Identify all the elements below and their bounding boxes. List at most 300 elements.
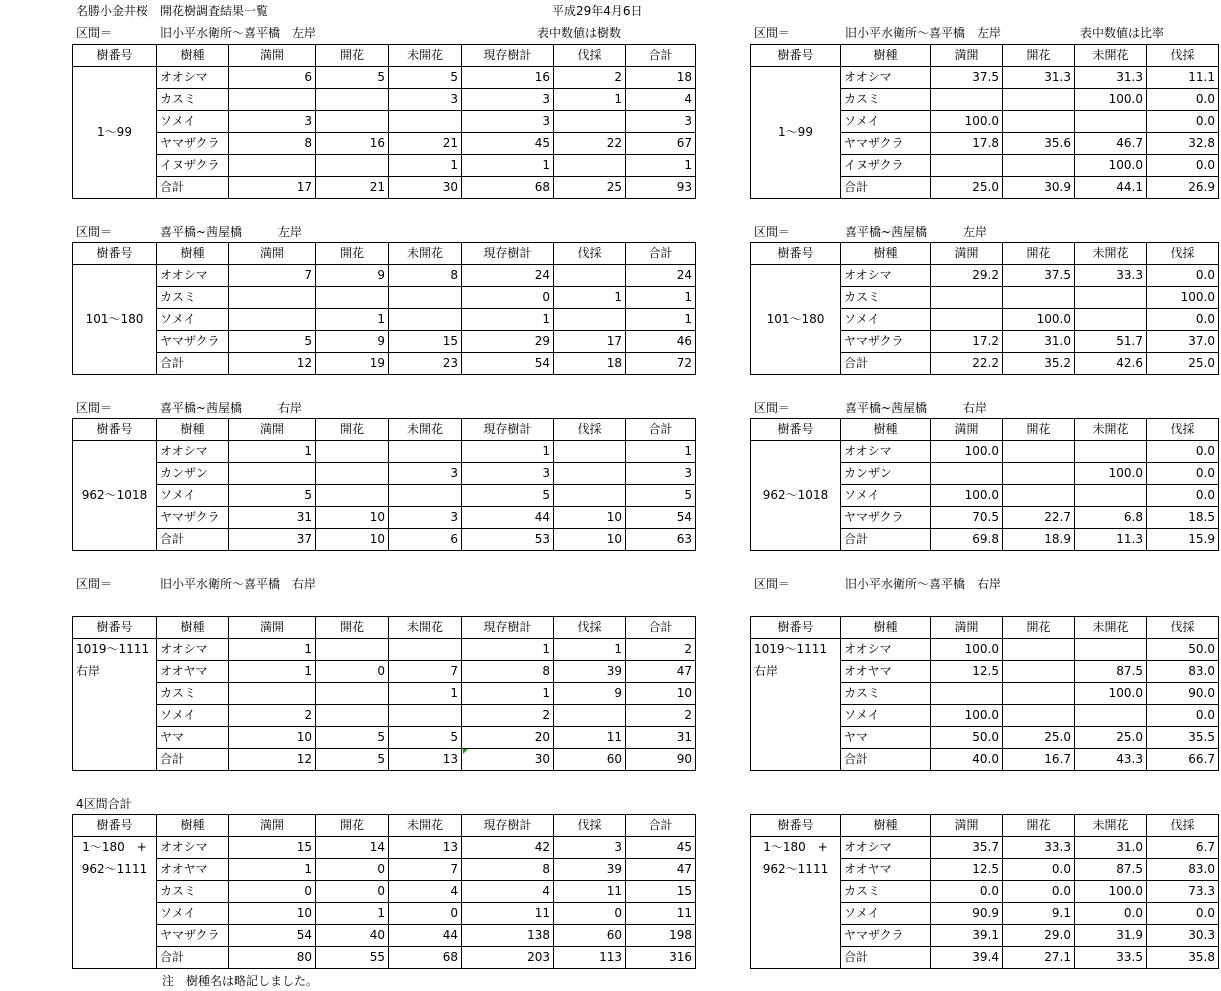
value-cell <box>389 705 462 727</box>
value-cell <box>1003 441 1075 463</box>
value-cell: 37.5 <box>931 67 1003 89</box>
species-cell: ヤマザクラ <box>841 925 931 947</box>
section-name: 旧小平水衛所～喜平橋 右岸 <box>845 577 1002 591</box>
value-cell: 18.9 <box>1003 529 1075 551</box>
value-cell: 40.0 <box>931 749 1003 771</box>
column-header: 満開 <box>931 815 1003 837</box>
value-cell: 83.0 <box>1147 859 1219 881</box>
value-cell: 5 <box>229 485 316 507</box>
table-row <box>73 265 696 287</box>
value-cell <box>1075 287 1147 309</box>
value-cell: 3 <box>389 89 462 111</box>
species-cell: オオヤマ <box>157 859 229 881</box>
column-header: 樹種 <box>157 419 229 441</box>
value-cell <box>1075 309 1147 331</box>
value-cell: 24 <box>462 265 554 287</box>
value-cell: 37.0 <box>1147 331 1219 353</box>
value-cell: 68 <box>389 947 462 969</box>
value-cell: 0.0 <box>1147 309 1219 331</box>
tree-number-cell: 962～1111 <box>73 859 157 881</box>
column-header: 伐採 <box>1147 815 1219 837</box>
value-cell: 10 <box>316 507 389 529</box>
value-cell: 31 <box>229 507 316 529</box>
species-cell: ヤマザクラ <box>157 507 229 529</box>
value-cell: 113 <box>554 947 626 969</box>
value-cell: 316 <box>626 947 696 969</box>
species-cell: カスミ <box>157 881 229 903</box>
value-cell <box>554 265 626 287</box>
value-cell: 67 <box>626 133 696 155</box>
species-cell: カスミ <box>157 89 229 111</box>
value-cell: 17 <box>229 177 316 199</box>
column-header: 樹種 <box>157 45 229 67</box>
column-header: 開花 <box>316 815 389 837</box>
table-row <box>73 133 696 155</box>
species-cell: 合計 <box>157 529 229 551</box>
value-cell <box>1003 463 1075 485</box>
table-row <box>73 353 696 375</box>
column-header: 伐採 <box>1147 243 1219 265</box>
header-row <box>751 815 1219 837</box>
value-cell: 72 <box>626 353 696 375</box>
value-cell <box>1075 639 1147 661</box>
tree-number-cell <box>73 881 157 903</box>
value-cell: 5 <box>462 485 554 507</box>
value-cell: 9 <box>316 331 389 353</box>
table-row <box>751 903 1219 925</box>
value-cell: 40 <box>316 925 389 947</box>
header-row <box>73 617 696 639</box>
value-cell: 66.7 <box>1147 749 1219 771</box>
value-cell <box>1003 89 1075 111</box>
value-cell: 5 <box>316 749 389 771</box>
value-cell: 7 <box>229 265 316 287</box>
value-cell: 1 <box>229 859 316 881</box>
tree-number-cell: 1～99 <box>73 67 157 199</box>
column-header: 樹番号 <box>751 815 841 837</box>
species-cell: ソメイ <box>841 111 931 133</box>
value-cell <box>931 463 1003 485</box>
table-row <box>73 661 696 683</box>
tree-number-cell <box>751 727 841 749</box>
column-header: 満開 <box>229 419 316 441</box>
value-cell: 20 <box>462 727 554 749</box>
value-cell: 17 <box>554 331 626 353</box>
value-cell <box>229 683 316 705</box>
value-cell: 10 <box>554 507 626 529</box>
section-name: 喜平橋~茜屋橋 右岸 <box>845 401 988 415</box>
tree-number-cell <box>73 925 157 947</box>
count-table <box>72 814 696 969</box>
value-cell: 3 <box>389 507 462 529</box>
table-row <box>751 683 1219 705</box>
value-cell: 39 <box>554 661 626 683</box>
table-row <box>751 661 1219 683</box>
value-cell: 8 <box>229 133 316 155</box>
value-cell: 69.8 <box>931 529 1003 551</box>
species-cell: ヤマザクラ <box>157 925 229 947</box>
species-cell: 合計 <box>157 353 229 375</box>
table-row <box>73 859 696 881</box>
count-table <box>72 44 696 199</box>
column-header: 開花 <box>1003 617 1075 639</box>
value-cell: 8 <box>462 859 554 881</box>
value-cell: 3 <box>554 837 626 859</box>
value-cell: 11.3 <box>1075 529 1147 551</box>
value-cell <box>316 705 389 727</box>
tree-number-cell <box>73 947 157 969</box>
value-cell <box>931 309 1003 331</box>
value-cell: 53 <box>462 529 554 551</box>
column-header: 満開 <box>931 45 1003 67</box>
value-cell: 0 <box>316 859 389 881</box>
table-row <box>751 705 1219 727</box>
value-cell: 16.7 <box>1003 749 1075 771</box>
value-cell: 2 <box>626 705 696 727</box>
column-header: 現存樹計 <box>462 815 554 837</box>
tree-number-cell: 右岸 <box>751 661 841 683</box>
section-name: 喜平橋~茜屋橋 左岸 <box>845 225 988 239</box>
value-cell: 1 <box>554 89 626 111</box>
table-row <box>73 903 696 925</box>
species-cell: 合計 <box>841 353 931 375</box>
value-cell: 11 <box>554 881 626 903</box>
value-cell: 29.0 <box>1003 925 1075 947</box>
tree-number-cell <box>73 903 157 925</box>
tree-number-cell <box>751 947 841 969</box>
species-cell: 合計 <box>841 529 931 551</box>
column-header: 満開 <box>931 419 1003 441</box>
value-cell: 0.0 <box>1003 881 1075 903</box>
table-row <box>73 529 696 551</box>
value-cell <box>1003 155 1075 177</box>
value-cell: 100.0 <box>931 705 1003 727</box>
value-cell: 1 <box>462 683 554 705</box>
value-cell: 3 <box>462 463 554 485</box>
tree-number-cell <box>73 683 157 705</box>
value-cell: 15 <box>389 331 462 353</box>
value-cell <box>229 309 316 331</box>
ratio-table <box>750 418 1219 551</box>
value-cell <box>1075 485 1147 507</box>
value-cell: 0.0 <box>1003 859 1075 881</box>
column-header: 現存樹計 <box>462 617 554 639</box>
value-cell <box>229 155 316 177</box>
column-header: 未開花 <box>1075 815 1147 837</box>
section-name: 旧小平水衛所～喜平橋 右岸 <box>160 577 317 591</box>
value-cell: 3 <box>626 111 696 133</box>
value-cell: 18 <box>554 353 626 375</box>
value-cell: 0.0 <box>1147 903 1219 925</box>
column-header: 未開花 <box>1075 243 1147 265</box>
table-row <box>73 749 696 771</box>
species-cell: カンザン <box>157 463 229 485</box>
value-cell: 5 <box>316 727 389 749</box>
value-cell: 25.0 <box>1147 353 1219 375</box>
column-header: 満開 <box>229 617 316 639</box>
table-row <box>73 727 696 749</box>
value-cell: 100.0 <box>1075 155 1147 177</box>
value-cell: 19 <box>316 353 389 375</box>
value-cell <box>1003 639 1075 661</box>
species-cell: オオシマ <box>157 639 229 661</box>
section-label: 区間＝ <box>754 577 791 591</box>
value-cell: 21 <box>316 177 389 199</box>
value-cell <box>931 287 1003 309</box>
section-label: 区間＝ <box>754 26 791 40</box>
column-header: 樹番号 <box>751 419 841 441</box>
value-cell: 100.0 <box>1147 287 1219 309</box>
value-cell: 3 <box>462 89 554 111</box>
table-row <box>73 925 696 947</box>
column-header: 現存樹計 <box>462 419 554 441</box>
column-header: 樹種 <box>841 815 931 837</box>
tree-number-cell: 101～180 <box>73 265 157 375</box>
column-header: 開花 <box>316 617 389 639</box>
species-cell: 合計 <box>841 947 931 969</box>
species-cell: ヤマザクラ <box>157 331 229 353</box>
survey-date: 平成29年4月6日 <box>552 4 643 18</box>
value-cell: 100.0 <box>931 485 1003 507</box>
value-cell: 68 <box>462 177 554 199</box>
value-cell: 0.0 <box>1147 441 1219 463</box>
table-row <box>73 837 696 859</box>
column-header: 伐採 <box>554 243 626 265</box>
value-cell: 100.0 <box>1075 881 1147 903</box>
value-cell: 33.3 <box>1003 837 1075 859</box>
value-cell <box>316 155 389 177</box>
tree-number-cell: 1019～1111 <box>73 639 157 661</box>
table-row <box>751 67 1219 89</box>
section-label: 区間＝ <box>754 401 791 415</box>
column-header: 伐採 <box>1147 617 1219 639</box>
value-cell: 31.0 <box>1003 331 1075 353</box>
value-cell: 17.8 <box>931 133 1003 155</box>
table-row <box>73 485 696 507</box>
table-row <box>73 331 696 353</box>
value-cell: 16 <box>462 67 554 89</box>
value-cell: 35.2 <box>1003 353 1075 375</box>
value-cell: 1 <box>229 661 316 683</box>
column-header: 未開花 <box>1075 617 1147 639</box>
value-cell: 3 <box>229 111 316 133</box>
value-cell: 0.0 <box>1147 111 1219 133</box>
value-cell: 1 <box>389 155 462 177</box>
table-row <box>73 155 696 177</box>
species-cell: ヤマザクラ <box>841 331 931 353</box>
value-cell: 37.5 <box>1003 265 1075 287</box>
species-cell: オオシマ <box>157 441 229 463</box>
value-cell: 5 <box>229 331 316 353</box>
column-header: 伐採 <box>554 617 626 639</box>
column-header: 合計 <box>626 617 696 639</box>
column-header: 樹番号 <box>73 617 157 639</box>
value-cell: 1 <box>626 441 696 463</box>
value-cell: 1 <box>554 639 626 661</box>
column-header: 開花 <box>1003 815 1075 837</box>
value-cell: 90 <box>626 749 696 771</box>
table-row <box>73 441 696 463</box>
footnote: 注 樹種名は略記しました。 <box>162 974 319 988</box>
header-row <box>73 815 696 837</box>
value-cell <box>229 463 316 485</box>
cell-marker-icon <box>463 749 468 754</box>
column-header: 樹種 <box>841 419 931 441</box>
value-cell: 47 <box>626 859 696 881</box>
table-row <box>751 265 1219 287</box>
table-row <box>73 89 696 111</box>
value-cell: 8 <box>389 265 462 287</box>
header-row <box>751 243 1219 265</box>
value-cell: 12 <box>229 749 316 771</box>
value-cell: 13 <box>389 749 462 771</box>
value-cell: 26.9 <box>1147 177 1219 199</box>
value-cell: 47 <box>626 661 696 683</box>
value-cell: 50.0 <box>1147 639 1219 661</box>
value-cell: 45 <box>462 133 554 155</box>
value-cell: 15.9 <box>1147 529 1219 551</box>
value-cell: 1 <box>462 309 554 331</box>
value-cell: 15 <box>626 881 696 903</box>
value-cell: 54 <box>229 925 316 947</box>
value-cell: 80 <box>229 947 316 969</box>
table-row <box>73 683 696 705</box>
species-cell: オオシマ <box>157 67 229 89</box>
column-header: 樹番号 <box>751 45 841 67</box>
table-row <box>751 881 1219 903</box>
table-row <box>73 309 696 331</box>
tree-number-cell: 1019～1111 <box>751 639 841 661</box>
value-cell <box>389 639 462 661</box>
value-cell <box>389 485 462 507</box>
table-row <box>73 507 696 529</box>
count-table <box>72 616 696 771</box>
value-cell: 25.0 <box>1075 727 1147 749</box>
column-header: 伐採 <box>1147 419 1219 441</box>
species-cell: ソメイ <box>157 309 229 331</box>
value-cell <box>1003 683 1075 705</box>
value-cell: 42.6 <box>1075 353 1147 375</box>
value-cell: 13 <box>389 837 462 859</box>
tree-number-cell: 962～1018 <box>751 441 841 551</box>
value-cell: 6.8 <box>1075 507 1147 529</box>
species-cell: オオヤマ <box>157 661 229 683</box>
species-cell: 合計 <box>841 749 931 771</box>
value-cell: 44 <box>462 507 554 529</box>
value-cell <box>316 89 389 111</box>
value-cell: 31.3 <box>1003 67 1075 89</box>
value-cell: 6.7 <box>1147 837 1219 859</box>
value-cell: 0 <box>389 903 462 925</box>
value-cell: 7 <box>389 859 462 881</box>
value-cell: 14 <box>316 837 389 859</box>
value-cell: 63 <box>626 529 696 551</box>
value-cell: 11.1 <box>1147 67 1219 89</box>
value-cell: 1 <box>462 155 554 177</box>
value-cell: 9.1 <box>1003 903 1075 925</box>
species-cell: ソメイ <box>841 705 931 727</box>
table-row <box>73 111 696 133</box>
tree-number-cell: 962～1111 <box>751 859 841 881</box>
table-row <box>751 727 1219 749</box>
value-cell: 3 <box>389 463 462 485</box>
species-cell: イヌザクラ <box>841 155 931 177</box>
value-cell: 42 <box>462 837 554 859</box>
value-cell: 25.0 <box>1003 727 1075 749</box>
column-header: 樹番号 <box>73 45 157 67</box>
header-row <box>751 617 1219 639</box>
value-cell <box>316 485 389 507</box>
column-header: 合計 <box>626 815 696 837</box>
table-row <box>751 947 1219 969</box>
value-cell <box>316 639 389 661</box>
value-cell: 2 <box>626 639 696 661</box>
value-cell: 6 <box>229 67 316 89</box>
value-cell <box>554 463 626 485</box>
value-cell: 100.0 <box>1075 683 1147 705</box>
value-cell: 35.7 <box>931 837 1003 859</box>
ratio-table <box>750 814 1219 969</box>
value-cell: 15 <box>229 837 316 859</box>
value-cell: 1 <box>626 155 696 177</box>
species-cell: ヤマザクラ <box>157 133 229 155</box>
tree-number-cell <box>751 705 841 727</box>
value-cell: 46.7 <box>1075 133 1147 155</box>
column-header: 樹番号 <box>751 617 841 639</box>
species-cell: 合計 <box>157 177 229 199</box>
value-cell: 11 <box>462 903 554 925</box>
value-cell: 22 <box>554 133 626 155</box>
value-cell: 0.0 <box>1075 903 1147 925</box>
column-header: 樹種 <box>841 45 931 67</box>
value-cell: 35.8 <box>1147 947 1219 969</box>
tree-number-cell: 右岸 <box>73 661 157 683</box>
tree-number-cell: 1～99 <box>751 67 841 199</box>
table-row <box>73 177 696 199</box>
table-row <box>751 859 1219 881</box>
value-cell: 30.3 <box>1147 925 1219 947</box>
species-cell: ヤマ <box>841 727 931 749</box>
value-cell: 31.3 <box>1075 67 1147 89</box>
section-name: 旧小平水衛所～喜平橋 左岸 <box>160 26 317 40</box>
value-cell: 93 <box>626 177 696 199</box>
ratio-table <box>750 44 1219 199</box>
value-cell: 10 <box>229 903 316 925</box>
tree-number-cell <box>73 727 157 749</box>
value-cell: 100.0 <box>1075 463 1147 485</box>
section-name: 喜平橋~茜屋橋 右岸 <box>160 401 303 415</box>
value-cell: 0.0 <box>1147 265 1219 287</box>
value-cell: 1 <box>462 639 554 661</box>
value-cell: 33.5 <box>1075 947 1147 969</box>
value-cell <box>389 309 462 331</box>
value-cell: 0.0 <box>1147 705 1219 727</box>
value-cell: 12 <box>229 353 316 375</box>
value-cell: 8 <box>462 661 554 683</box>
value-cell <box>554 111 626 133</box>
header-row <box>73 243 696 265</box>
species-cell: オオヤマ <box>841 859 931 881</box>
value-cell: 0 <box>229 881 316 903</box>
value-cell: 1 <box>626 309 696 331</box>
value-cell: 10 <box>554 529 626 551</box>
column-header: 開花 <box>1003 419 1075 441</box>
value-cell: 4 <box>462 881 554 903</box>
value-cell: 12.5 <box>931 859 1003 881</box>
species-cell: カスミ <box>841 881 931 903</box>
tree-number-cell: 1～180 + <box>73 837 157 859</box>
value-cell: 10 <box>316 529 389 551</box>
